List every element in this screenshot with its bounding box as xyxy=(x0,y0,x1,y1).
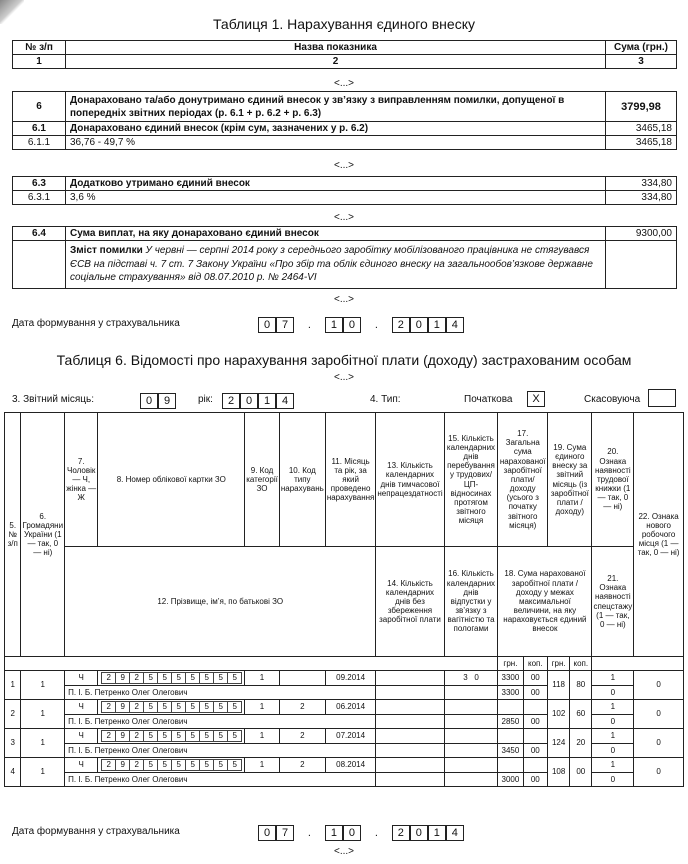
card-digit: 5 xyxy=(199,759,214,771)
card-digit: 5 xyxy=(227,701,242,713)
card-number xyxy=(98,758,245,773)
initial-checkbox[interactable]: X xyxy=(527,391,545,407)
row-name: 36,76 - 49,7 % xyxy=(66,136,606,150)
col-header-12: 12. Прізвище, ім’я, по батькові ЗО xyxy=(65,547,376,657)
card-digit: 5 xyxy=(171,672,186,684)
sum19-kop: 60 xyxy=(570,700,592,729)
unpaid-days xyxy=(376,773,444,787)
card-digit: 5 xyxy=(213,759,228,771)
date-dot: . xyxy=(307,827,311,839)
card-digit: 2 xyxy=(101,701,116,713)
date-digit: 0 xyxy=(258,317,276,333)
card-digit: 5 xyxy=(199,672,214,684)
col-header-22: 22. Ознака нового робочого місця (1 — так, 0 — ні) xyxy=(634,413,684,657)
row-number: 3 xyxy=(5,729,21,758)
citizen-flag: 1 xyxy=(21,729,65,758)
card-digit: 5 xyxy=(227,672,242,684)
card-digit: 5 xyxy=(199,730,214,742)
header-sum: Сума (грн.) xyxy=(606,41,677,55)
card-digit: 5 xyxy=(213,730,228,742)
ellipsis: <...> xyxy=(333,846,354,857)
person-name: П. І. Б. Петренко Олег Олегович xyxy=(65,773,376,787)
card-digit: 9 xyxy=(115,672,130,684)
row-sum: 3465,18 xyxy=(606,136,677,150)
person-name: П. І. Б. Петренко Олег Олегович xyxy=(65,744,376,758)
sum17-kop xyxy=(523,700,548,715)
card-digit: 2 xyxy=(129,730,144,742)
card-digit: 5 xyxy=(227,759,242,771)
person-name: П. І. Б. Петренко Олег Олегович xyxy=(65,686,376,700)
card-digit: 5 xyxy=(199,701,214,713)
card-digit: 5 xyxy=(143,730,158,742)
date-digit: 0 xyxy=(410,825,428,841)
table-row xyxy=(5,758,684,773)
sum19-kop: 00 xyxy=(570,758,592,787)
sum19-grn: 118 xyxy=(548,671,570,700)
date-boxes xyxy=(258,823,464,841)
card-digit: 5 xyxy=(143,701,158,713)
date-digit: 7 xyxy=(276,825,294,841)
flag-22: 0 xyxy=(634,671,684,700)
card-digit: 5 xyxy=(157,701,172,713)
sum17-grn xyxy=(498,700,523,715)
card-number xyxy=(98,700,245,715)
row-sum: 334,80 xyxy=(606,177,677,191)
col-header-17: 17. Загальна сума нарахованої заробітної плати/доходу (усього з початку звітного місяця) xyxy=(498,413,548,547)
year-boxes xyxy=(222,391,294,409)
flag-20: 1 xyxy=(592,758,634,773)
work-days xyxy=(444,671,498,686)
card-digit: 5 xyxy=(185,701,200,713)
row-number: 2 xyxy=(5,700,21,729)
colnum-2: 2 xyxy=(66,55,606,69)
days-16: 0 xyxy=(474,673,479,683)
days-15: 3 xyxy=(463,673,468,683)
accrual-type xyxy=(279,671,325,686)
person-name: П. І. Б. Петренко Олег Олегович xyxy=(65,715,376,729)
card-digit: 2 xyxy=(101,730,116,742)
flag-20: 1 xyxy=(592,671,634,686)
row-no: 6.1.1 xyxy=(13,136,66,150)
sum17-grn: 3300 xyxy=(498,671,523,686)
date-dot: . xyxy=(374,319,378,331)
table-row xyxy=(5,729,684,744)
error-text: У червні — серпні 2014 року з середнього заробітку мобілізованого працівника не стягувався ЄСВ на підставі ч. 7 ст. 7 Закону України «Про збір та облік єдиного внеску на загальнообов’язкове державне соціальне страхування» від 08.07.2010 р. № 2464-VI xyxy=(70,245,593,284)
kop-label: коп. xyxy=(570,657,592,671)
table-row xyxy=(5,700,684,715)
table6 xyxy=(4,412,684,787)
col-header-14: 14. Кількість календарних днів без збереження заробітної плати xyxy=(376,547,444,657)
ellipsis: <...> xyxy=(333,160,354,171)
unpaid-days xyxy=(376,715,444,729)
maternity-days xyxy=(444,686,498,700)
date-label: Дата формування у страхувальника xyxy=(12,826,180,837)
colnum-3: 3 xyxy=(606,55,677,69)
row-no: 6 xyxy=(13,92,66,122)
date-digit: 0 xyxy=(343,317,361,333)
col-header-18: 18. Сума нарахованої заробітної плати / доходу у межах максимальної величини, на яку нараховується єдиний внесок xyxy=(498,547,592,657)
citizen-flag: 1 xyxy=(21,700,65,729)
category-code: 1 xyxy=(245,758,280,773)
card-digit: 9 xyxy=(115,730,130,742)
sum17-kop xyxy=(523,758,548,773)
row-sum: 334,80 xyxy=(606,191,677,205)
date-digit: 7 xyxy=(276,317,294,333)
maternity-days xyxy=(444,773,498,787)
header-no: № з/п xyxy=(13,41,66,55)
accrual-type: 2 xyxy=(279,758,325,773)
flag-21: 0 xyxy=(592,686,634,700)
date-digit: 0 xyxy=(343,825,361,841)
month-label: 3. Звітний місяць: xyxy=(12,394,94,405)
sum19-grn: 108 xyxy=(548,758,570,787)
work-days xyxy=(444,700,498,715)
card-digit: 5 xyxy=(157,759,172,771)
sum17-grn xyxy=(498,758,523,773)
citizen-flag: 1 xyxy=(21,671,65,700)
table-row xyxy=(5,671,684,686)
unpaid-days xyxy=(376,686,444,700)
header-name: Назва показника xyxy=(66,41,606,55)
row-name: Донараховано та/або донутримано єдиний внесок у зв’язку з виправленням помилки, допущеної в попередніх звітних періодах (р. 6.1 + р. 6.2 + р. 6.3) xyxy=(66,92,606,122)
unpaid-days xyxy=(376,744,444,758)
card-digit: 5 xyxy=(171,759,186,771)
month-boxes xyxy=(140,391,176,409)
date-digit: 0 xyxy=(258,825,276,841)
maternity-days xyxy=(444,715,498,729)
sum18-grn: 3300 xyxy=(498,686,523,700)
col-header-16: 16. Кількість календарних днів відпустки у зв’язку з вагітністю та пологами xyxy=(444,547,498,657)
error-description xyxy=(66,241,606,289)
date-digit: 2 xyxy=(392,317,410,333)
card-digit: 5 xyxy=(185,759,200,771)
row-no: 6.3.1 xyxy=(13,191,66,205)
sum17-kop: 00 xyxy=(523,671,548,686)
error-label: Зміст помилки xyxy=(70,245,143,257)
work-days xyxy=(444,758,498,773)
year-digit: 4 xyxy=(276,393,294,409)
col-header-6: 6. Громадяни України (1 — так, 0 — ні) xyxy=(21,413,65,657)
period: 07.2014 xyxy=(325,729,376,744)
period: 09.2014 xyxy=(325,671,376,686)
row-no: 6.4 xyxy=(13,227,66,241)
period: 06.2014 xyxy=(325,700,376,715)
card-digit: 5 xyxy=(213,672,228,684)
grn-label: грн. xyxy=(548,657,570,671)
date-boxes xyxy=(258,315,464,333)
card-digit: 5 xyxy=(157,672,172,684)
date-digit: 1 xyxy=(428,317,446,333)
col-header-15: 15. Кількість календарних днів перебування у трудових/ЦП-відносинах протягом звітного місяця xyxy=(444,413,498,547)
sum19-kop: 80 xyxy=(570,671,592,700)
sum17-grn xyxy=(498,729,523,744)
card-number xyxy=(98,729,245,744)
grn-label: грн. xyxy=(498,657,523,671)
ellipsis: <...> xyxy=(333,78,354,89)
citizen-flag: 1 xyxy=(21,758,65,787)
flag-21: 0 xyxy=(592,744,634,758)
card-digit: 5 xyxy=(143,672,158,684)
year-digit: 0 xyxy=(240,393,258,409)
col-header-10: 10. Код типу нарахувань xyxy=(279,413,325,547)
card-digit: 5 xyxy=(185,672,200,684)
col-header-7: 7. Чоловік — Ч, жінка — Ж xyxy=(65,413,98,547)
cancel-checkbox[interactable] xyxy=(648,389,676,407)
date-dot: . xyxy=(374,827,378,839)
sum18-grn: 3450 xyxy=(498,744,523,758)
ellipsis: <...> xyxy=(333,212,354,223)
sick-days xyxy=(376,758,444,773)
table1-rows-a xyxy=(12,91,677,150)
col-header-9: 9. Код категорії ЗО xyxy=(245,413,280,547)
flag-22: 0 xyxy=(634,729,684,758)
col-header-13: 13. Кількість календарних днів тимчасової непрацездатності xyxy=(376,413,444,547)
card-digit: 5 xyxy=(227,730,242,742)
category-code: 1 xyxy=(245,729,280,744)
date-digit: 1 xyxy=(325,317,343,333)
sick-days xyxy=(376,671,444,686)
flag-20: 1 xyxy=(592,700,634,715)
period: 08.2014 xyxy=(325,758,376,773)
table1-rows-c xyxy=(12,226,677,289)
colnum-1: 1 xyxy=(13,55,66,69)
card-digit: 5 xyxy=(171,701,186,713)
date-digit: 4 xyxy=(446,317,464,333)
flag-22: 0 xyxy=(634,700,684,729)
flag-21: 0 xyxy=(592,773,634,787)
sum18-kop: 00 xyxy=(523,773,548,787)
sum18-kop: 00 xyxy=(523,686,548,700)
sex-code: Ч xyxy=(65,671,98,686)
initial-label: Початкова xyxy=(464,394,513,405)
month-digit: 0 xyxy=(140,393,158,409)
col-header-8: 8. Номер облікової картки ЗО xyxy=(98,413,245,547)
date-digit: 4 xyxy=(446,825,464,841)
col-header-21: 21. Ознака наявності спецстажу (1 — так, 0 — ні) xyxy=(592,547,634,657)
flag-20: 1 xyxy=(592,729,634,744)
sum18-grn: 3000 xyxy=(498,773,523,787)
row-number: 4 xyxy=(5,758,21,787)
sum18-kop: 00 xyxy=(523,744,548,758)
category-code: 1 xyxy=(245,671,280,686)
card-digit: 5 xyxy=(171,730,186,742)
sum19-kop: 20 xyxy=(570,729,592,758)
card-digit: 5 xyxy=(185,730,200,742)
date-digit: 1 xyxy=(325,825,343,841)
year-digit: 1 xyxy=(258,393,276,409)
table1-header xyxy=(12,40,677,69)
year-label: рік: xyxy=(198,394,213,405)
row-sum: 3465,18 xyxy=(606,122,677,136)
date-label: Дата формування у страхувальника xyxy=(12,318,180,329)
row-sum: 3799,98 xyxy=(606,92,677,122)
kop-label: коп. xyxy=(523,657,548,671)
sick-days xyxy=(376,729,444,744)
row-name: 3,6 % xyxy=(66,191,606,205)
sum17-kop xyxy=(523,729,548,744)
col-header-20: 20. Ознака наявності трудової книжки (1 — так, 0 — ні) xyxy=(592,413,634,547)
card-digit: 2 xyxy=(101,759,116,771)
maternity-days xyxy=(444,744,498,758)
card-digit: 5 xyxy=(143,759,158,771)
date-digit: 2 xyxy=(392,825,410,841)
year-digit: 2 xyxy=(222,393,240,409)
col-header-5: 5. № з/п xyxy=(5,413,21,657)
card-digit: 5 xyxy=(213,701,228,713)
date-digit: 0 xyxy=(410,317,428,333)
month-digit: 9 xyxy=(158,393,176,409)
category-code: 1 xyxy=(245,700,280,715)
row-no: 6.3 xyxy=(13,177,66,191)
date-dot: . xyxy=(307,319,311,331)
card-number xyxy=(98,671,245,686)
row-name: Донараховано єдиний внесок (крім сум, зазначених у р. 6.2) xyxy=(66,122,606,136)
accrual-type: 2 xyxy=(279,700,325,715)
flag-22: 0 xyxy=(634,758,684,787)
table1-rows-b xyxy=(12,176,677,205)
table6-title: Таблиця 6. Відомості про нарахування заробітної плати (доходу) застрахованим особам xyxy=(56,352,632,368)
sex-code: Ч xyxy=(65,700,98,715)
sex-code: Ч xyxy=(65,758,98,773)
sum19-grn: 102 xyxy=(548,700,570,729)
sum18-grn: 2850 xyxy=(498,715,523,729)
cancel-label: Скасовуюча xyxy=(584,394,641,405)
card-digit: 9 xyxy=(115,759,130,771)
ellipsis: <...> xyxy=(333,372,354,383)
card-digit: 9 xyxy=(115,701,130,713)
col-header-11: 11. Місяць та рік, за який проведено нарахування xyxy=(325,413,376,547)
row-no: 6.1 xyxy=(13,122,66,136)
card-digit: 2 xyxy=(129,701,144,713)
date-digit: 1 xyxy=(428,825,446,841)
work-days xyxy=(444,729,498,744)
flag-21: 0 xyxy=(592,715,634,729)
row-number: 1 xyxy=(5,671,21,700)
card-digit: 2 xyxy=(101,672,116,684)
accrual-type: 2 xyxy=(279,729,325,744)
ellipsis: <...> xyxy=(333,294,354,305)
table1-title: Таблиця 1. Нарахування єдиного внеску xyxy=(213,16,475,32)
row-sum: 9300,00 xyxy=(606,227,677,241)
sick-days xyxy=(376,700,444,715)
card-digit: 2 xyxy=(129,672,144,684)
card-digit: 2 xyxy=(129,759,144,771)
sum19-grn: 124 xyxy=(548,729,570,758)
col-header-19: 19. Сума єдиного внеску за звітний місяць (із заробітної плати / доходу) xyxy=(548,413,592,547)
type-label: 4. Тип: xyxy=(370,394,401,405)
sex-code: Ч xyxy=(65,729,98,744)
row-name: Сума виплат, на яку донараховано єдиний внесок xyxy=(66,227,606,241)
row-name: Додатково утримано єдиний внесок xyxy=(66,177,606,191)
sum18-kop: 00 xyxy=(523,715,548,729)
card-digit: 5 xyxy=(157,730,172,742)
